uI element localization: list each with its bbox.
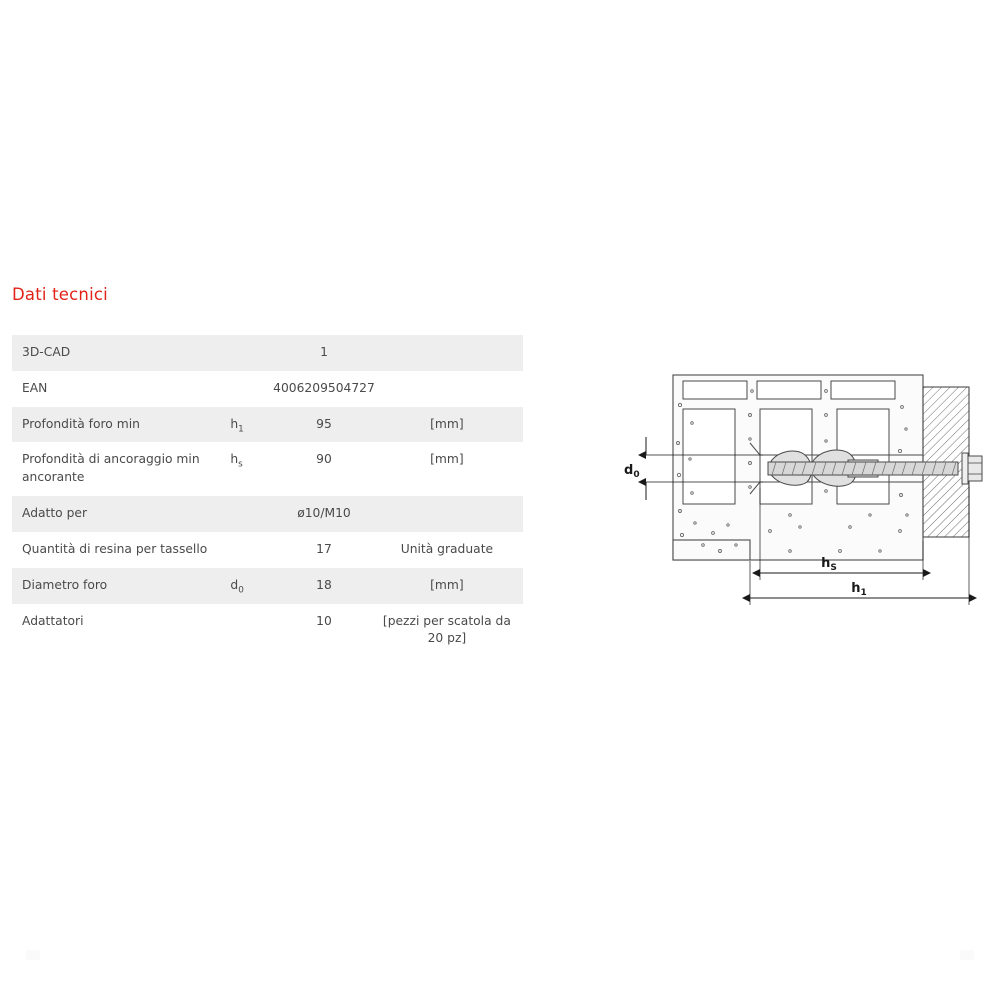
row-value: 4006209504727 (269, 371, 379, 407)
anchor-installation-diagram (600, 355, 992, 635)
row-value: 10 (269, 604, 379, 658)
row-label: Diametro foro (12, 568, 230, 604)
table-row (12, 532, 523, 568)
row-symbol (230, 335, 269, 371)
row-value: 17 (269, 532, 379, 568)
row-unit: [mm] (379, 407, 523, 443)
table-row (12, 604, 523, 658)
diagram-svg (600, 355, 992, 635)
table-row (12, 335, 523, 371)
row-value: ø10/M10 (269, 496, 379, 532)
row-unit (379, 335, 523, 371)
row-symbol-base: d (230, 577, 239, 592)
row-symbol (230, 496, 269, 532)
page-corner-artifact-left (26, 950, 40, 960)
row-label: Adatto per (12, 496, 230, 532)
table-row (12, 568, 523, 604)
row-label: 3D-CAD (12, 335, 230, 371)
table-row (12, 442, 523, 496)
page-corner-artifact-right (960, 950, 974, 960)
row-symbol (230, 604, 269, 658)
row-unit: Unità graduate (379, 532, 523, 568)
table-row (12, 407, 523, 443)
dimension-label-h1: $h_1$ (851, 581, 867, 598)
row-unit: [pezzi per scatola da 20 pz] (379, 604, 523, 658)
dimension-label-d0: $d_0$ (624, 463, 640, 480)
row-unit: [mm] (379, 568, 523, 604)
row-label: EAN (12, 371, 230, 407)
row-symbol (230, 407, 269, 443)
technical-data-table (12, 335, 523, 657)
row-symbol (230, 442, 269, 496)
row-symbol-sub: s (238, 459, 243, 470)
row-unit (379, 371, 523, 407)
row-label: Adattatori (12, 604, 230, 658)
table-row (12, 496, 523, 532)
row-unit (379, 496, 523, 532)
row-label: Profondità foro min (12, 407, 230, 443)
row-value: 18 (269, 568, 379, 604)
row-value: 95 (269, 407, 379, 443)
page-title: Dati tecnici (12, 285, 108, 304)
row-label: Quantità di resina per tassello (12, 532, 230, 568)
row-symbol-sub: 1 (238, 424, 244, 435)
row-symbol (230, 568, 269, 604)
row-symbol-base: h (230, 452, 239, 467)
dimension-label-hs: $h_S$ (821, 556, 837, 573)
row-symbol-sub: 0 (238, 585, 244, 596)
row-symbol (230, 532, 269, 568)
row-value: 1 (269, 335, 379, 371)
row-value: 90 (269, 442, 379, 496)
row-symbol (230, 371, 269, 407)
row-unit: [mm] (379, 442, 523, 496)
row-symbol-base: h (230, 416, 239, 431)
table-body (12, 335, 523, 657)
row-label: Profondità di ancoraggio min ancorante (12, 442, 230, 496)
table-row (12, 371, 523, 407)
